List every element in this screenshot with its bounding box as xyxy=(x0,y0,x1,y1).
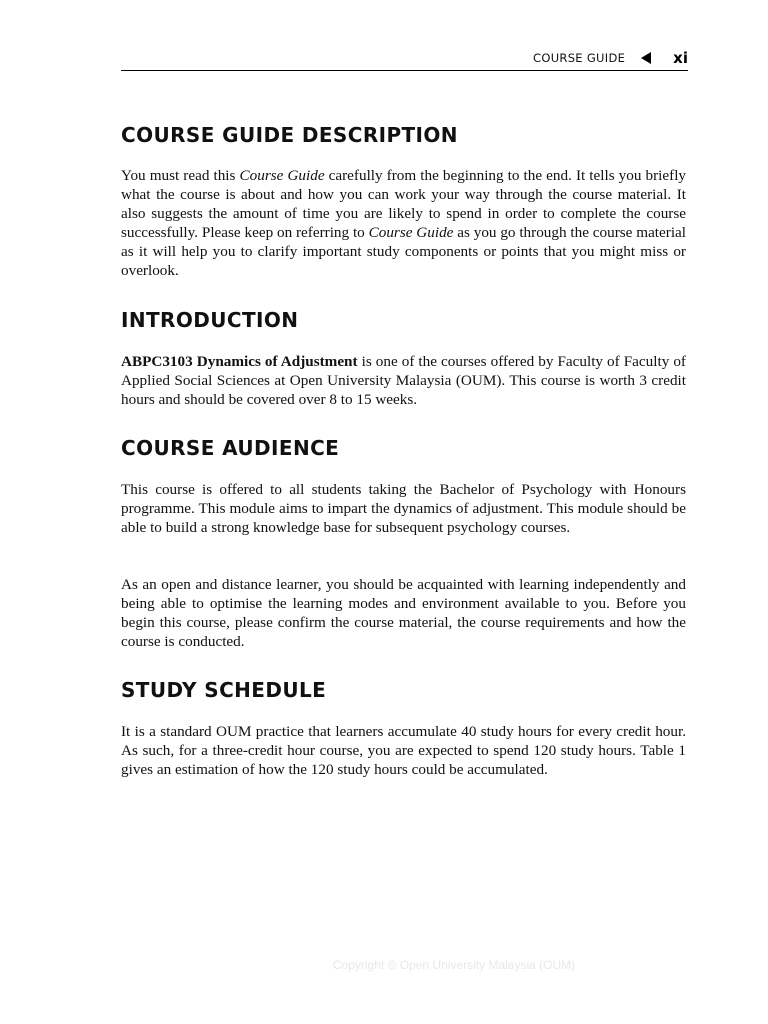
paragraph-introduction xyxy=(121,352,686,409)
text-span: is one of the courses offered by Faculty of Faculty of Applied Social Sciences at Open University Malaysia (OUM). This course is worth 3 credit hours and should be covered over 8 to 15 weeks. xyxy=(121,353,686,408)
left-arrow-icon xyxy=(641,52,651,64)
text-span: as you go through the course material as it will help you to clarify important study components or points that you might miss or overlook. xyxy=(121,224,687,279)
paragraph-description xyxy=(121,166,686,280)
paragraph-schedule: It is a standard OUM practice that learners accumulate 40 study hours for every credit hour. As such, for a three-credit hour course, you are expected to spend 120 study hours. Table 1 gives an estimation of how the 120 study hours could be accumulated. xyxy=(121,723,686,778)
paragraph-audience-1: This course is offered to all students taking the Bachelor of Psychology with Honours programme. This module aims to impart the dynamics of adjustment. This module should be able to build a strong knowledge base for subsequent psychology courses. xyxy=(121,481,686,536)
header-title: COURSE GUIDE xyxy=(533,51,626,65)
heading-introduction: INTRODUCTION xyxy=(121,308,299,332)
emphasis-course-guide: Course Guide xyxy=(368,224,454,241)
heading-course-audience: COURSE AUDIENCE xyxy=(121,436,340,460)
paragraph-audience-2: As an open and distance learner, you should be acquainted with learning independently and being able to optimise the learning modes and environment available to you. Before you begin this course, please confirm the course material, the course requirements and how the course is conducted. xyxy=(121,576,686,650)
heading-study-schedule: STUDY SCHEDULE xyxy=(121,678,327,702)
text-span: You must read this xyxy=(121,167,240,184)
page-number: xi xyxy=(673,49,688,67)
copyright-watermark: Copyright © Open University Malaysia (OUM) xyxy=(332,958,576,972)
emphasis-course-guide: Course Guide xyxy=(239,167,325,184)
heading-course-guide-description: COURSE GUIDE DESCRIPTION xyxy=(121,123,458,147)
course-code-title: ABPC3103 Dynamics of Adjustment xyxy=(121,353,358,370)
text-span: carefully from the beginning to the end. It tells you briefly what the course is about and how you can work your way through the course material. It also suggests the amount of time you are likely to spend in order to complete the course successfully. Please keep on referring to xyxy=(121,167,687,241)
running-header xyxy=(121,46,688,71)
